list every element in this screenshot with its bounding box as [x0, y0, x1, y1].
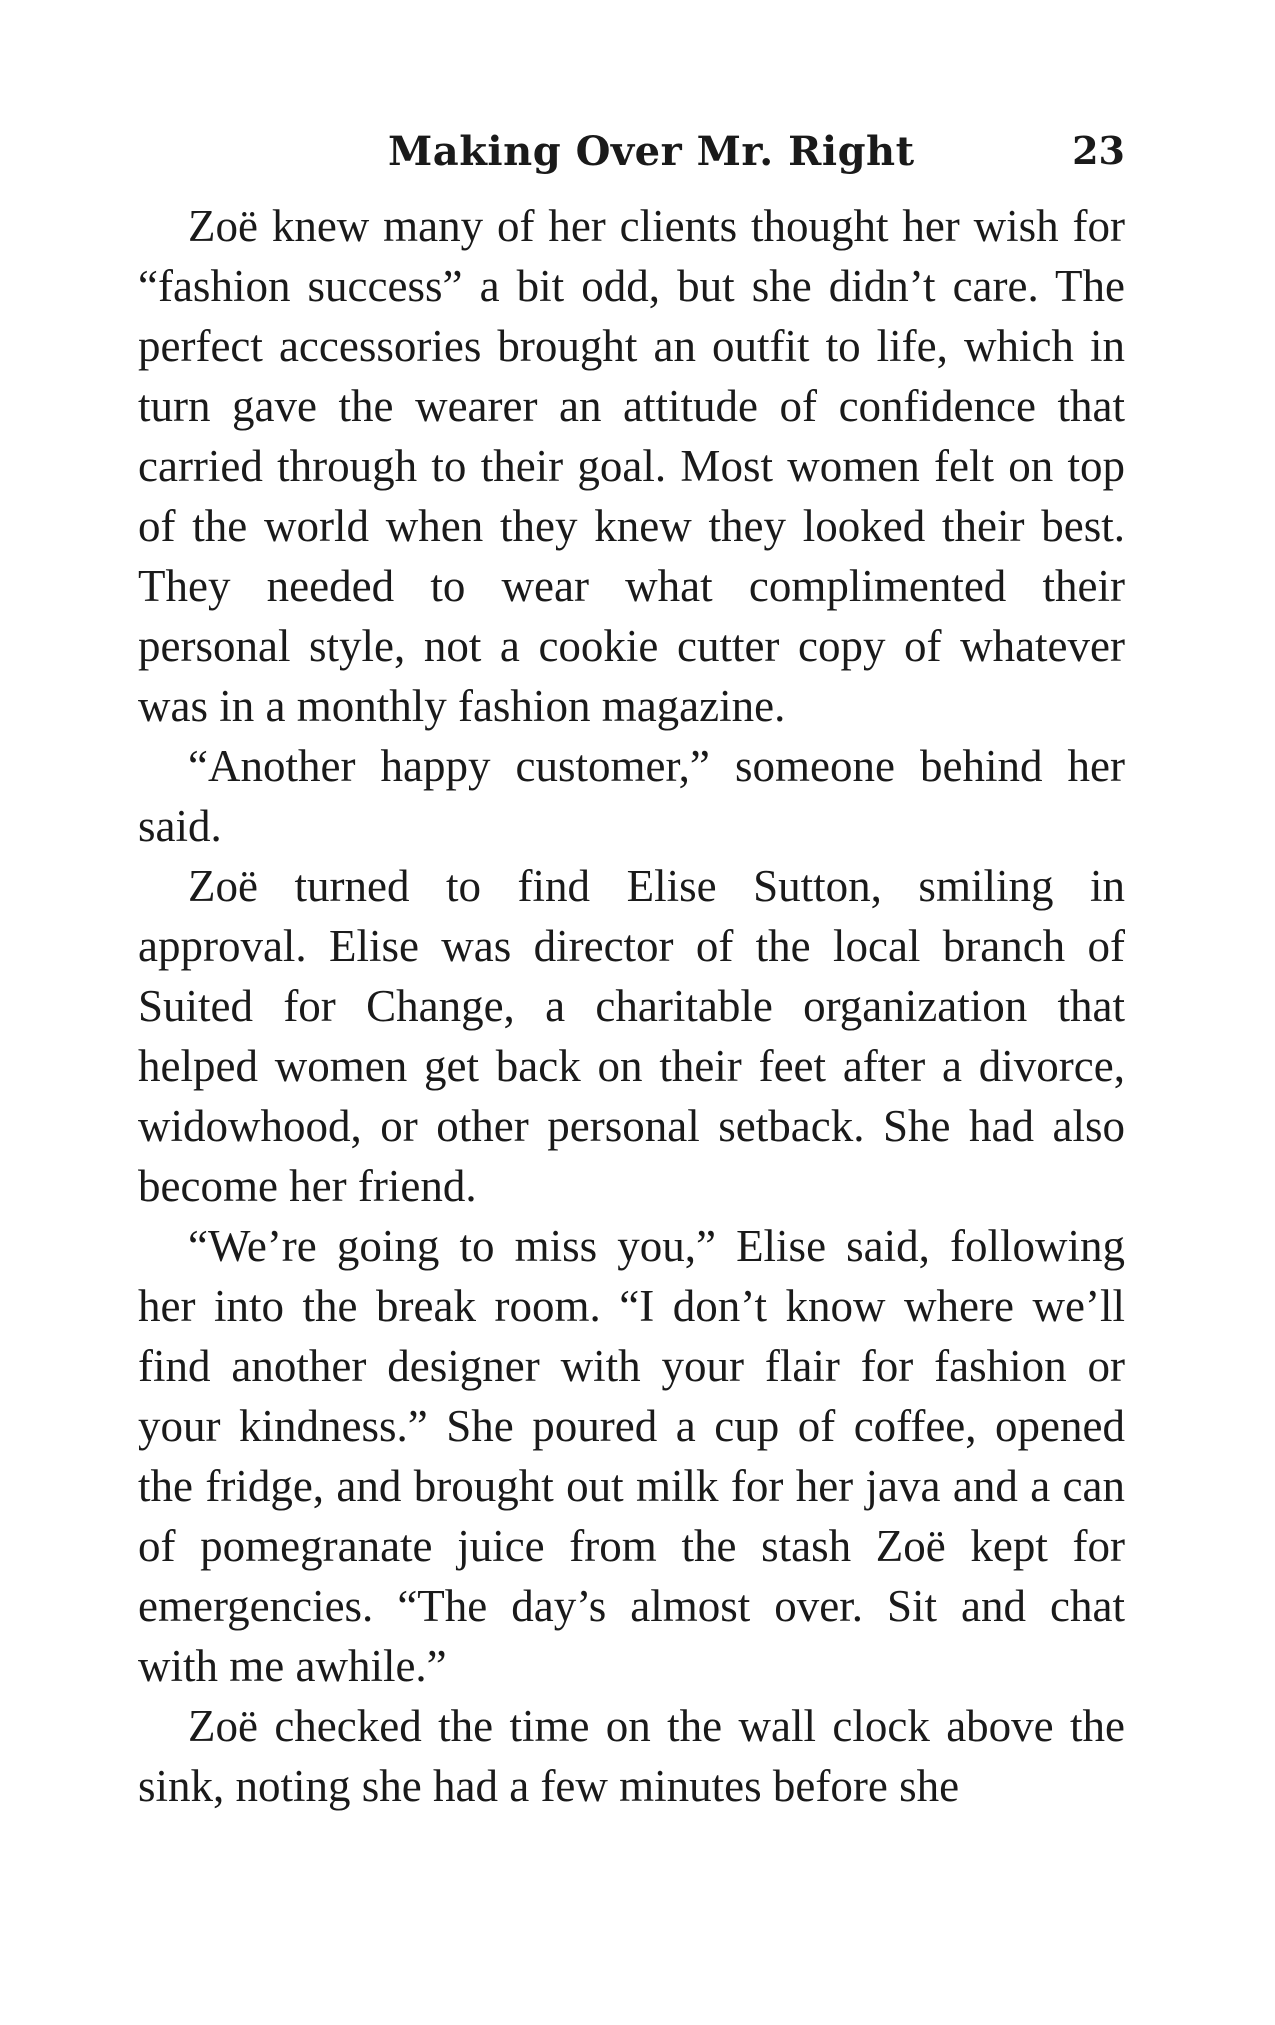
body-text — [138, 196, 1125, 1816]
running-title: Making Over Mr. Right — [388, 128, 915, 175]
paragraph: “We’re going to miss you,” Elise said, following her into the break room. “I don’t know where we’ll find another designer with your flair for fashion or your kindness.” She poured a cup of coffee, opened the fridge, and brought out milk for her java and a can of pomegranate juice from the stash Zoë kept for emergencies. “The day’s almost over. Sit and chat with me awhile.” — [138, 1221, 1125, 1691]
running-head — [138, 128, 1125, 184]
paragraph: “Another happy customer,” someone behind her said. — [138, 741, 1125, 851]
paragraph: Zoë knew many of her clients thought her wish for “fashion success” a bit odd, but she didn’t care. The perfect accessories brought an outfit to life, which in turn gave the wearer an attitude of confidence that carried through to their goal. Most women felt on top of the world when they knew they looked their best. They needed to wear what complimented their personal style, not a cookie cutter copy of whatever was in a monthly fashion magazine. — [138, 201, 1125, 731]
paragraph: Zoë checked the time on the wall clock above the sink, noting she had a few minutes before she — [138, 1701, 1125, 1811]
page-number: 23 — [1072, 128, 1125, 173]
paragraph: Zoë turned to find Elise Sutton, smiling in approval. Elise was director of the local branch of Suited for Change, a charitable organization that helped women get back on their feet after a divorce, widowhood, or other personal setback. She had also become her friend. — [138, 861, 1125, 1211]
